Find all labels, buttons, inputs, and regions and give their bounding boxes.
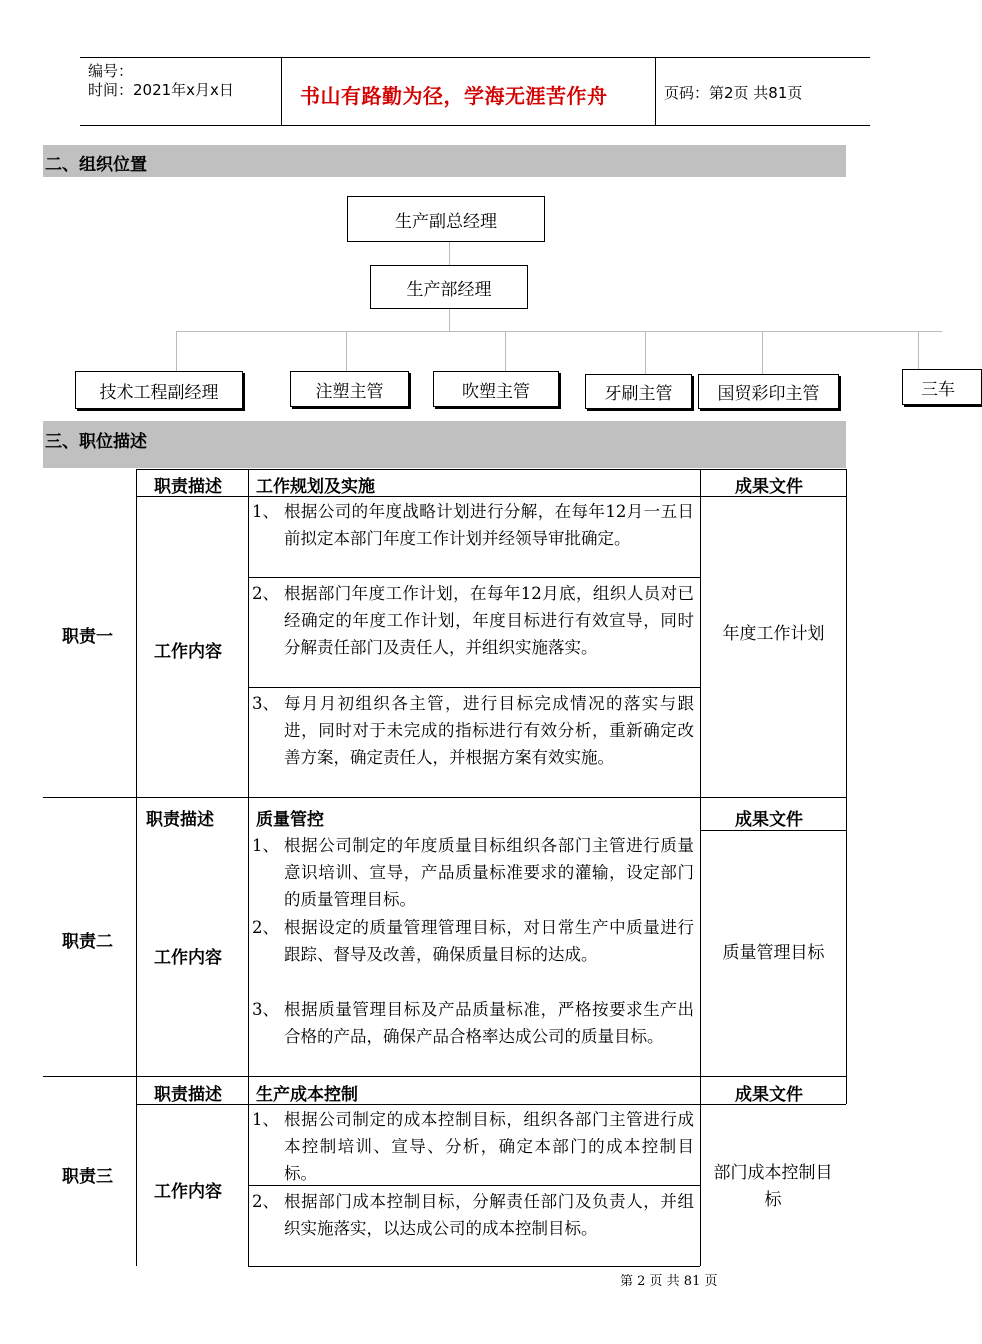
duty-1-result-header: 成果文件: [735, 477, 803, 497]
org-connector: [449, 309, 450, 331]
org-connector: [918, 331, 919, 369]
table-rule: [43, 797, 846, 798]
item-text: 根据公司的年度战略计划进行分解，在每年12月一五日前拟定本部门年度工作计划并经领导审批确定。: [284, 502, 694, 548]
duty-1-desc: 工作规划及实施: [256, 477, 375, 497]
document-number: 编号：: [88, 62, 134, 80]
duty-2-result-header: 成果文件: [735, 810, 803, 830]
section-org-position: [43, 145, 846, 177]
duty-3-result: 部门成本控制目标: [713, 1163, 833, 1210]
duty-2-desc: 质量管控: [256, 810, 324, 830]
duty-3-content-label: 工作内容: [154, 1182, 222, 1202]
org-connector: [176, 331, 177, 371]
duty-3-result-header: 成果文件: [735, 1085, 803, 1105]
item-text: 每月月初组织各主管，进行目标完成情况的落实与跟进，同时对于未完成的指标进行有效分析，重新确定改善方案，确定责任人，并根据方案有效实施。: [284, 694, 694, 767]
duty-3-label: 职责三: [62, 1167, 113, 1187]
table-rule: [248, 687, 700, 688]
duty-3-item-2: [252, 1188, 694, 1242]
duty-1-label: 职责一: [62, 627, 113, 647]
section-title: 二、组织位置: [45, 155, 147, 175]
org-connector: [505, 331, 506, 371]
duty-3-desc: 生产成本控制: [256, 1085, 358, 1105]
item-text: 根据部门成本控制目标，分解责任部门及负责人，并组织实施落实，以达成公司的成本控制目标。: [284, 1192, 694, 1238]
duty-1-item-3: [252, 690, 694, 771]
duty-2-content-label: 工作内容: [154, 948, 222, 968]
item-text: 根据公司制定的成本控制目标，组织各部门主管进行成本控制培训、宣导、分析，确定本部门的成本控制目标。: [284, 1110, 694, 1183]
org-node-blow-molding: 吹塑主管: [433, 371, 559, 407]
item-number: 1、: [252, 502, 279, 521]
item-text: 根据公司制定的年度质量目标组织各部门主管进行质量意识培训、宣导，产品质量标准要求的灌输，设定部门的质量管理目标。: [284, 836, 694, 909]
item-number: 2、: [252, 1192, 279, 1211]
header-bottom-rule: [80, 125, 870, 126]
table-rule: [136, 469, 846, 470]
header-top-rule: [80, 57, 870, 58]
duty-3-item-1: [252, 1106, 694, 1187]
duty-2-label: 职责二: [62, 932, 113, 952]
org-node-tech-engineering: 技术工程副经理: [75, 371, 243, 409]
table-rule: [700, 830, 846, 831]
org-node-toothbrush: 牙刷主管: [585, 374, 692, 409]
duty-3-desc-label: 职责描述: [154, 1085, 222, 1105]
item-number: 1、: [252, 1110, 279, 1129]
section-title: 三、职位描述: [45, 432, 147, 452]
table-rule: [248, 469, 249, 1266]
duty-2-item-1: [252, 832, 694, 913]
duty-2-desc-label: 职责描述: [146, 810, 214, 830]
document-time: 时间：2021年x月x日: [88, 81, 234, 99]
item-number: 2、: [252, 584, 279, 603]
item-text: 根据部门年度工作计划，在每年12月底，组织人员对已经确定的年度工作计划，年度目标进行有效宣导，同时分解责任部门及责任人，并组织实施落实。: [284, 584, 694, 657]
org-connector: [346, 331, 347, 371]
duty-2-item-3: [252, 996, 694, 1050]
org-node-workshop-label: 三车: [921, 379, 955, 400]
table-rule: [136, 469, 137, 1266]
table-rule: [700, 469, 701, 1266]
duty-2-item-2: [252, 914, 694, 968]
duty-1-desc-label: 职责描述: [154, 477, 222, 497]
table-rule: [248, 577, 700, 578]
org-connector: [449, 242, 450, 265]
org-node-production-manager: 生产部经理: [370, 265, 528, 309]
item-number: 1、: [252, 836, 279, 855]
item-number: 2、: [252, 918, 279, 937]
duty-1-item-1: [252, 498, 694, 552]
org-node-trade-printing: 国贸彩印主管: [698, 374, 839, 409]
table-rule: [846, 469, 847, 1104]
item-text: 根据设定的质量管理管理目标，对日常生产中质量进行跟踪、督导及改善，确保质量目标的达成。: [284, 918, 694, 964]
header-motto: 书山有路勤为径，学海无涯苦作舟: [300, 84, 608, 108]
header-divider-left: [281, 57, 282, 125]
org-connector-horizontal: [176, 331, 942, 332]
page-footer: 第 2 页 共 81 页: [620, 1274, 718, 1289]
table-rule: [248, 1266, 700, 1267]
org-connector: [762, 331, 763, 374]
org-node-workshop: [902, 369, 982, 405]
duty-1-item-2: [252, 580, 694, 661]
table-rule: [43, 1076, 846, 1077]
org-node-vp-production: 生产副总经理: [347, 196, 545, 242]
header-divider-right: [655, 57, 656, 125]
item-number: 3、: [252, 1000, 279, 1019]
duty-2-result: 质量管理目标: [722, 943, 825, 963]
page-indicator: 页码：第2页 共81页: [664, 84, 803, 102]
section-job-description: [43, 421, 846, 468]
org-node-injection: 注塑主管: [290, 371, 409, 407]
duty-1-content-label: 工作内容: [154, 642, 222, 662]
duty-1-result: 年度工作计划: [722, 624, 825, 644]
org-connector: [645, 331, 646, 374]
item-text: 根据质量管理目标及产品质量标准，严格按要求生产出合格的产品，确保产品合格率达成公司的质量目标。: [284, 1000, 694, 1046]
item-number: 3、: [252, 694, 279, 713]
